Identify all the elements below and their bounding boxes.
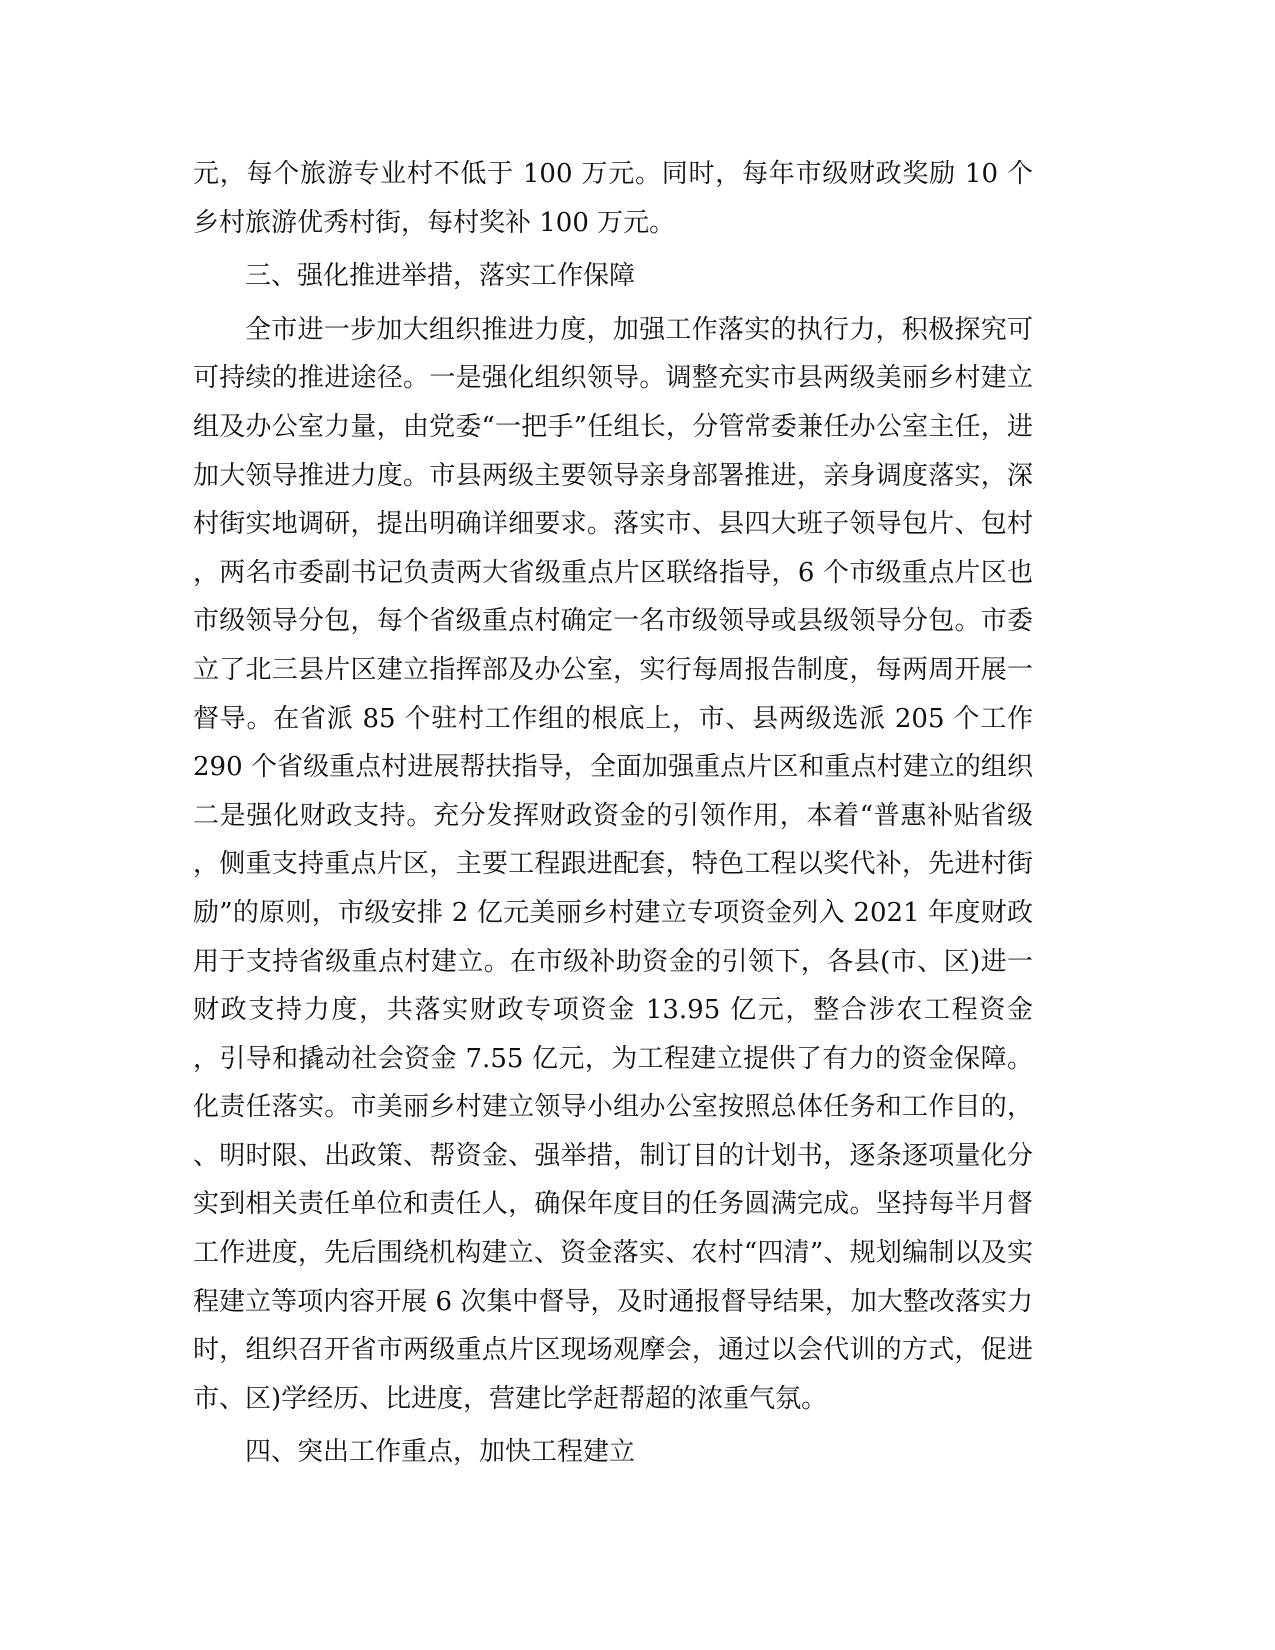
body-text-line: 立了北三县片区建立指挥部及办公室，实行每周报告制度，每两周开展一 bbox=[193, 654, 1033, 685]
body-text-line: 市级领导分包，每个省级重点村确定一名市级领导或县级领导分包。市委 bbox=[193, 606, 1033, 637]
body-text-line: 元，每个旅游专业村不低于 100 万元。同时，每年市级财政奖励 10 个 bbox=[193, 159, 1033, 189]
body-text-line: 化责任落实。市美丽乡村建立领导小组办公室按照总体任务和工作目的， bbox=[193, 1092, 1033, 1123]
body-text-line: 程建立等项内容开展 6 次集中督导，及时通报督导结果，加大整改落实力 bbox=[193, 1286, 1033, 1317]
body-text-line: 组及办公室力量，由党委“一把手”任组长，分管常委兼任办公室主任，进 bbox=[193, 411, 1033, 442]
body-text-line: 实到相关责任单位和责任人，确保年度目的任务圆满完成。坚持每半月督 bbox=[193, 1189, 1033, 1220]
body-text-line: 市、区)学经历、比进度，营建比学赶帮超的浓重气氛。 bbox=[193, 1383, 828, 1414]
body-text-line: 可持续的推进途径。一是强化组织领导。调整充实市县两级美丽乡村建立 bbox=[193, 363, 1033, 394]
body-text-line: 加大领导推进力度。市县两级主要领导亲身部署推进，亲身调度落实，深 bbox=[193, 460, 1033, 491]
body-text-line: ，两名市委副书记负责两大省级重点片区联络指导，6 个市级重点片区也 bbox=[193, 557, 1033, 588]
body-text-line: ，侧重支持重点片区，主要工程跟进配套，特色工程以奖代补，先进村街 bbox=[193, 849, 1033, 880]
body-text-line: 二是强化财政支持。充分发挥财政资金的引领作用，本着“普惠补贴省级 bbox=[193, 800, 1033, 831]
body-text-line: 工作进度，先后围绕机构建立、资金落实、农村“四清”、规划编制以及实 bbox=[193, 1238, 1033, 1269]
body-text-line: 时，组织召开省市两级重点片区现场观摩会，通过以会代训的方式，促进 bbox=[193, 1335, 1033, 1366]
document-body bbox=[193, 150, 1033, 1477]
body-text-line: 、明时限、出政策、帮资金、强举措，制订目的计划书，逐条逐项量化分 bbox=[193, 1140, 1033, 1171]
section-heading: 四、突出工作重点，加快工程建立 bbox=[245, 1437, 636, 1468]
body-text-line: ，引导和撬动社会资金 7.55 亿元，为工程建立提供了有力的资金保障。 bbox=[193, 1043, 1033, 1074]
body-text-line: 村街实地调研，提出明确详细要求。落实市、县四大班子领导包片、包村 bbox=[193, 509, 1033, 540]
section-heading: 三、强化推进举措，落实工作保障 bbox=[245, 261, 636, 292]
body-text-line: 290 个省级重点村进展帮扶指导，全面加强重点片区和重点村建立的组织 bbox=[193, 752, 1033, 783]
body-text-line: 乡村旅游优秀村街，每村奖补 100 万元。 bbox=[193, 207, 676, 238]
body-text-line: 督导。在省派 85 个驻村工作组的根底上，市、县两级选派 205 个工作 bbox=[193, 703, 1033, 734]
body-text-line: 财政支持力度，共落实财政专项资金 13.95 亿元，整合涉农工程资金 bbox=[193, 995, 1033, 1026]
body-text-line: 用于支持省级重点村建立。在市级补助资金的引领下，各县(市、区)进一 bbox=[193, 946, 1033, 977]
body-text-line: 励”的原则，市级安排 2 亿元美丽乡村建立专项资金列入 2021 年度财政 bbox=[193, 897, 1033, 928]
body-text-line: 全市进一步加大组织推进力度，加强工作落实的执行力，积极探究可 bbox=[245, 314, 1033, 345]
